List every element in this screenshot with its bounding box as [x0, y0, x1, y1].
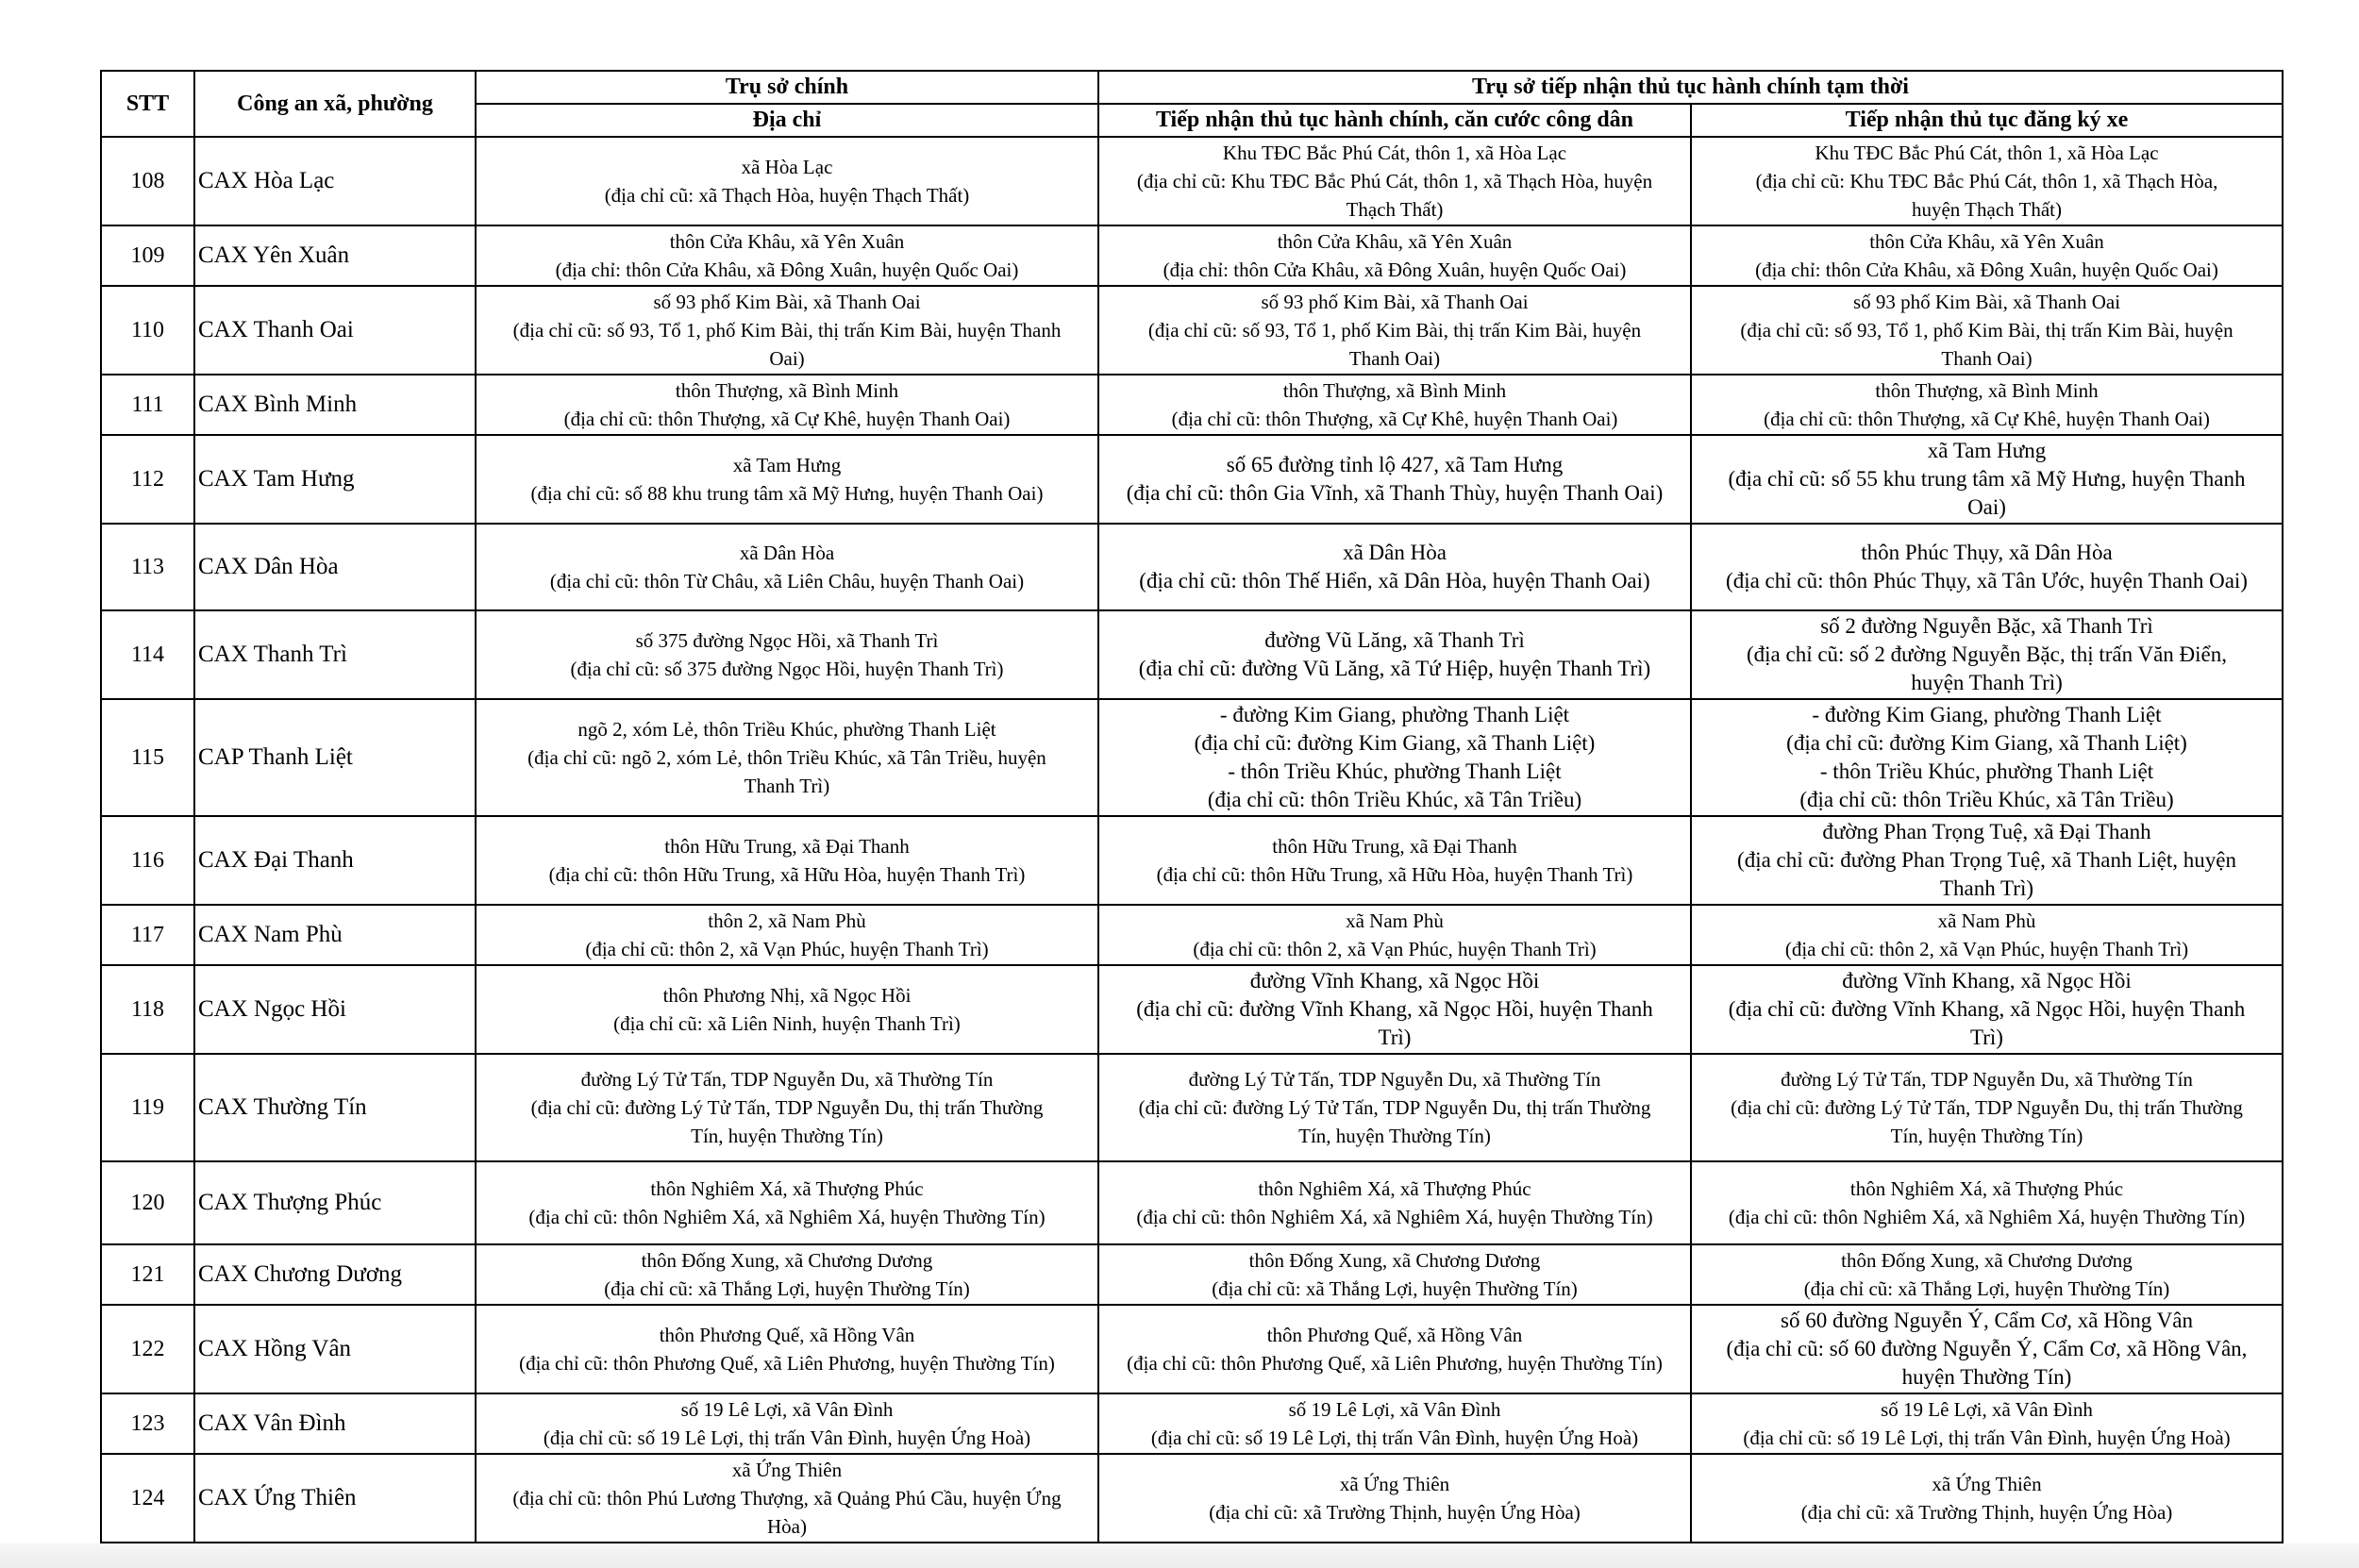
address-line: xã Hòa Lạc [741, 156, 833, 178]
table-body [101, 137, 2283, 1543]
row-unit-name: CAX Ứng Thiên [194, 1454, 476, 1543]
address-line: Tín, huyện Thường Tín) [1298, 1125, 1491, 1147]
address-line: số 375 đường Ngọc Hồi, xã Thanh Trì [635, 629, 939, 652]
police-office-address-table [100, 70, 2284, 1543]
row-unit-name: CAX Ngọc Hồi [194, 965, 476, 1054]
address-line: huyện Thạch Thất) [1911, 198, 2062, 221]
table-row [101, 286, 2283, 375]
row-stt: 118 [101, 965, 194, 1054]
cell-main-office-address [476, 1305, 1098, 1393]
row-unit-name: CAX Chương Dương [194, 1244, 476, 1305]
address-line: (địa chỉ cũ: thôn Triều Khúc, xã Tân Triều) [1207, 788, 1582, 811]
col-header-vehicle-registration: Tiếp nhận thủ tục đăng ký xe [1691, 104, 2283, 137]
table-row [101, 137, 2283, 225]
address-line: số 19 Lê Lợi, xã Vân Đình [1881, 1398, 2093, 1421]
address-line: Tín, huyện Thường Tín) [691, 1125, 883, 1147]
cell-admin-procedures-address [1098, 286, 1691, 375]
address-line: thôn Cửa Khâu, xã Yên Xuân [669, 230, 905, 253]
address-line: huyện Thường Tín) [1901, 1365, 2072, 1389]
address-line: đường Lý Tử Tấn, TDP Nguyễn Du, xã Thường Tín [1188, 1068, 1601, 1091]
cell-main-office-address [476, 375, 1098, 435]
cell-admin-procedures-address [1098, 1454, 1691, 1543]
table-row [101, 225, 2283, 286]
address-line: - đường Kim Giang, phường Thanh Liệt [1812, 703, 2162, 726]
address-line: thôn Phương Nhị, xã Ngọc Hồi [662, 984, 912, 1007]
address-line: - thôn Triều Khúc, phường Thanh Liệt [1819, 759, 2154, 783]
table-row [101, 965, 2283, 1054]
row-stt: 111 [101, 375, 194, 435]
address-line: (địa chỉ cũ: thôn Gia Vĩnh, xã Thanh Thùy, huyện Thanh Oai) [1126, 481, 1664, 505]
address-line: Khu TĐC Bắc Phú Cát, thôn 1, xã Hòa Lạc [1222, 142, 1567, 164]
address-line: xã Tam Hưng [732, 454, 842, 476]
cell-admin-procedures-address [1098, 1054, 1691, 1161]
address-line: (địa chỉ cũ: ngõ 2, xóm Lẻ, thôn Triều Khúc, xã Tân Triều, huyện [527, 746, 1046, 769]
address-line: Khu TĐC Bắc Phú Cát, thôn 1, xã Hòa Lạc [1815, 142, 2159, 164]
address-line: (địa chỉ cũ: số 93, Tổ 1, phố Kim Bài, thị trấn Kim Bài, huyện [1147, 319, 1642, 342]
cell-vehicle-registration-address [1691, 965, 2283, 1054]
address-line: đường Vĩnh Khang, xã Ngọc Hồi [1249, 969, 1540, 993]
cell-admin-procedures-address [1098, 524, 1691, 610]
address-line: - thôn Triều Khúc, phường Thanh Liệt [1228, 759, 1562, 783]
address-line: Tín, huyện Thường Tín) [1890, 1125, 2083, 1147]
cell-admin-procedures-address [1098, 816, 1691, 905]
address-line: (địa chỉ cũ: xã Thắng Lợi, huyện Thường Tín) [604, 1277, 970, 1300]
address-line: (địa chỉ cũ: đường Vĩnh Khang, xã Ngọc Hồi, huyện Thanh [1136, 997, 1653, 1021]
table-row [101, 1393, 2283, 1454]
address-line: (địa chỉ cũ: số 19 Lê Lợi, thị trấn Vân Đình, huyện Ứng Hoà) [1150, 1426, 1639, 1449]
address-line: (địa chỉ cũ: số 93, Tổ 1, phố Kim Bài, thị trấn Kim Bài, huyện Thanh [512, 319, 1062, 342]
address-line: thôn Cửa Khâu, xã Yên Xuân [1869, 230, 2104, 253]
address-line: thôn Nghiêm Xá, xã Thượng Phúc [650, 1177, 924, 1200]
row-unit-name: CAP Thanh Liệt [194, 699, 476, 816]
row-unit-name: CAX Hòa Lạc [194, 137, 476, 225]
address-line: số 2 đường Nguyễn Bặc, xã Thanh Trì [1820, 614, 2153, 638]
cell-vehicle-registration-address [1691, 1393, 2283, 1454]
row-unit-name: CAX Bình Minh [194, 375, 476, 435]
cell-admin-procedures-address [1098, 965, 1691, 1054]
table-row [101, 375, 2283, 435]
table-row [101, 699, 2283, 816]
col-header-stt: STT [101, 71, 194, 137]
row-unit-name: CAX Đại Thanh [194, 816, 476, 905]
address-line: (địa chỉ: thôn Cửa Khâu, xã Đông Xuân, huyện Quốc Oai) [1755, 259, 2218, 281]
cell-vehicle-registration-address [1691, 1454, 2283, 1543]
cell-main-office-address [476, 1244, 1098, 1305]
address-line: (địa chỉ cũ: thôn 2, xã Vạn Phúc, huyện Thanh Trì) [585, 938, 989, 960]
address-line: (địa chỉ cũ: đường Kim Giang, xã Thanh Liệt) [1194, 731, 1596, 755]
address-line: thôn Thượng, xã Bình Minh [1282, 379, 1507, 402]
row-stt: 117 [101, 905, 194, 965]
address-line: (địa chỉ cũ: xã Thắng Lợi, huyện Thường Tín) [1212, 1277, 1578, 1300]
col-header-main-office: Trụ sở chính [476, 71, 1098, 104]
cell-admin-procedures-address [1098, 1393, 1691, 1454]
row-stt: 120 [101, 1161, 194, 1244]
address-line: (địa chỉ cũ: đường Kim Giang, xã Thanh Liệt) [1786, 731, 2187, 755]
address-line: (địa chỉ cũ: số 93, Tổ 1, phố Kim Bài, thị trấn Kim Bài, huyện [1740, 319, 2234, 342]
address-line: (địa chỉ cũ: thôn Phúc Thụy, xã Tân Ước, huyện Thanh Oai) [1726, 569, 2248, 592]
address-line: Thanh Trì) [744, 775, 830, 797]
address-line: (địa chỉ cũ: thôn Từ Châu, xã Liên Châu, huyện Thanh Oai) [549, 570, 1025, 592]
address-line: xã Nam Phù [1346, 909, 1444, 932]
table-row [101, 1305, 2283, 1393]
address-line: (địa chỉ cũ: thôn Thượng, xã Cự Khê, huyện Thanh Oai) [1171, 408, 1618, 430]
row-unit-name: CAX Thanh Trì [194, 610, 476, 699]
address-line: số 19 Lê Lợi, xã Vân Đình [1288, 1398, 1501, 1421]
address-line: số 93 phố Kim Bài, xã Thanh Oai [1261, 291, 1529, 313]
cell-vehicle-registration-address [1691, 375, 2283, 435]
address-line: đường Lý Tử Tấn, TDP Nguyễn Du, xã Thường Tín [580, 1068, 994, 1091]
address-line: (địa chỉ cũ: xã Thắng Lợi, huyện Thường Tín) [1803, 1277, 2170, 1300]
cell-vehicle-registration-address [1691, 610, 2283, 699]
address-line: Thanh Oai) [1348, 347, 1441, 370]
address-line: số 65 đường tỉnh lộ 427, xã Tam Hưng [1226, 453, 1564, 476]
table-row [101, 1454, 2283, 1543]
cell-admin-procedures-address [1098, 699, 1691, 816]
cell-vehicle-registration-address [1691, 225, 2283, 286]
table-row [101, 435, 2283, 524]
cell-admin-procedures-address [1098, 905, 1691, 965]
address-line: (địa chỉ cũ: thôn Nghiêm Xá, xã Nghiêm Xá, huyện Thường Tín) [1136, 1206, 1653, 1228]
cell-vehicle-registration-address [1691, 1305, 2283, 1393]
table-row [101, 816, 2283, 905]
cell-main-office-address [476, 965, 1098, 1054]
cell-main-office-address [476, 1393, 1098, 1454]
cell-admin-procedures-address [1098, 225, 1691, 286]
address-line: (địa chỉ cũ: thôn 2, xã Vạn Phúc, huyện Thanh Trì) [1784, 938, 2189, 960]
address-line: (địa chỉ cũ: đường Lý Tử Tấn, TDP Nguyễn Du, thị trấn Thường [530, 1096, 1044, 1119]
address-line: (địa chỉ cũ: thôn Phương Quế, xã Liên Phương, huyện Thường Tín) [519, 1352, 1055, 1375]
row-stt: 122 [101, 1305, 194, 1393]
address-line: thôn 2, xã Nam Phù [708, 909, 866, 932]
row-stt: 115 [101, 699, 194, 816]
cell-admin-procedures-address [1098, 1244, 1691, 1305]
cell-vehicle-registration-address [1691, 816, 2283, 905]
col-header-unit: Công an xã, phường [194, 71, 476, 137]
row-unit-name: CAX Thường Tín [194, 1054, 476, 1161]
row-unit-name: CAX Thượng Phúc [194, 1161, 476, 1244]
address-line: xã Nam Phù [1937, 909, 2036, 932]
address-line: (địa chỉ cũ: thôn Thế Hiển, xã Dân Hòa, huyện Thanh Oai) [1139, 569, 1650, 592]
address-line: Thạch Thất) [1346, 198, 1444, 221]
table-row [101, 1054, 2283, 1161]
row-unit-name: CAX Dân Hòa [194, 524, 476, 610]
address-line: (địa chỉ cũ: xã Trường Thịnh, huyện Ứng Hòa) [1209, 1501, 1581, 1524]
address-line: (địa chỉ: thôn Cửa Khâu, xã Đông Xuân, huyện Quốc Oai) [555, 259, 1019, 281]
cell-vehicle-registration-address [1691, 905, 2283, 965]
address-line: (địa chỉ cũ: đường Vũ Lăng, xã Tứ Hiệp, huyện Thanh Trì) [1138, 657, 1651, 680]
address-line: số 93 phố Kim Bài, xã Thanh Oai [1852, 291, 2121, 313]
cell-main-office-address [476, 225, 1098, 286]
address-line: Thanh Oai) [1941, 347, 2033, 370]
cell-main-office-address [476, 286, 1098, 375]
cell-admin-procedures-address [1098, 1161, 1691, 1244]
row-unit-name: CAX Vân Đình [194, 1393, 476, 1454]
table-row [101, 524, 2283, 610]
address-line: Trì) [1970, 1026, 2003, 1049]
row-stt: 114 [101, 610, 194, 699]
cell-vehicle-registration-address [1691, 524, 2283, 610]
table-row [101, 610, 2283, 699]
address-line: huyện Thanh Trì) [1911, 671, 2063, 694]
address-line: thôn Nghiêm Xá, xã Thượng Phúc [1849, 1177, 2124, 1200]
col-header-address: Địa chỉ [476, 104, 1098, 137]
address-line: (địa chỉ cũ: số 55 khu trung tâm xã Mỹ Hưng, huyện Thanh [1728, 467, 2246, 491]
table-row [101, 1161, 2283, 1244]
address-line: thôn Đống Xung, xã Chương Dương [1841, 1249, 2133, 1272]
address-line: Thanh Trì) [1939, 876, 2034, 900]
address-line: (địa chỉ cũ: số 2 đường Nguyễn Bặc, thị trấn Văn Điển, [1746, 642, 2227, 666]
cell-main-office-address [476, 1161, 1098, 1244]
row-unit-name: CAX Tam Hưng [194, 435, 476, 524]
address-line: xã Dân Hòa [739, 542, 835, 564]
address-line: (địa chỉ cũ: đường Vĩnh Khang, xã Ngọc Hồi, huyện Thanh [1728, 997, 2246, 1021]
row-stt: 113 [101, 524, 194, 610]
cell-main-office-address [476, 905, 1098, 965]
address-line: (địa chỉ cũ: xã Thạch Hòa, huyện Thạch Thất) [604, 184, 970, 207]
row-stt: 112 [101, 435, 194, 524]
address-line: (địa chỉ cũ: số 375 đường Ngọc Hồi, huyện Thanh Trì) [570, 658, 1004, 680]
address-line: số 60 đường Nguyễn Ý, Cẩm Cơ, xã Hồng Vân [1781, 1309, 2193, 1332]
address-line: Trì) [1378, 1026, 1412, 1049]
address-line: thôn Thượng, xã Bình Minh [1875, 379, 2099, 402]
cell-main-office-address [476, 610, 1098, 699]
cell-main-office-address [476, 699, 1098, 816]
address-line: thôn Đống Xung, xã Chương Dương [1248, 1249, 1541, 1272]
address-line: ngõ 2, xóm Lẻ, thôn Triều Khúc, phường Thanh Liệt [577, 718, 996, 741]
row-unit-name: CAX Yên Xuân [194, 225, 476, 286]
address-line: thôn Cửa Khâu, xã Yên Xuân [1277, 230, 1513, 253]
row-unit-name: CAX Thanh Oai [194, 286, 476, 375]
address-line: (địa chỉ cũ: Khu TĐC Bắc Phú Cát, thôn 1, xã Thạch Hòa, huyện [1136, 170, 1653, 192]
address-line: (địa chỉ cũ: thôn Thượng, xã Cự Khê, huyện Thanh Oai) [1764, 408, 2210, 430]
address-line: (địa chỉ cũ: thôn Nghiêm Xá, xã Nghiêm Xá, huyện Thường Tín) [528, 1206, 1046, 1228]
cell-admin-procedures-address [1098, 375, 1691, 435]
address-line: thôn Đống Xung, xã Chương Dương [641, 1249, 933, 1272]
cell-main-office-address [476, 524, 1098, 610]
row-stt: 124 [101, 1454, 194, 1543]
address-line: Oai) [769, 347, 805, 370]
address-line: (địa chỉ cũ: thôn Hữu Trung, xã Hữu Hòa, huyện Thanh Trì) [1156, 863, 1633, 886]
cell-main-office-address [476, 435, 1098, 524]
address-line: (địa chỉ cũ: số 19 Lê Lợi, thị trấn Vân Đình, huyện Ứng Hoà) [543, 1426, 1031, 1449]
address-line: xã Tam Hưng [1927, 439, 2047, 462]
page-bottom-edge [0, 1543, 2359, 1568]
table-row [101, 1244, 2283, 1305]
row-stt: 116 [101, 816, 194, 905]
address-line: đường Lý Tử Tấn, TDP Nguyễn Du, xã Thường Tín [1781, 1068, 2193, 1091]
address-line: thôn Hữu Trung, xã Đại Thanh [1272, 835, 1517, 858]
address-line: (địa chỉ cũ: thôn Phú Lương Thượng, xã Quảng Phú Cầu, huyện Ứng [512, 1487, 1062, 1510]
cell-main-office-address [476, 137, 1098, 225]
address-line: (địa chỉ cũ: số 88 khu trung tâm xã Mỹ Hưng, huyện Thanh Oai) [530, 482, 1044, 505]
address-line: đường Phan Trọng Tuệ, xã Đại Thanh [1822, 820, 2151, 843]
row-stt: 121 [101, 1244, 194, 1305]
cell-vehicle-registration-address [1691, 1161, 2283, 1244]
row-stt: 123 [101, 1393, 194, 1454]
address-line: Oai) [1967, 495, 2006, 519]
address-line: xã Dân Hòa [1343, 541, 1447, 564]
address-line: thôn Phương Quế, xã Hồng Vân [659, 1324, 915, 1346]
address-line: đường Vũ Lăng, xã Thanh Trì [1264, 628, 1525, 652]
table-row [101, 905, 2283, 965]
address-line: (địa chỉ cũ: đường Phan Trọng Tuệ, xã Thanh Liệt, huyện [1737, 848, 2236, 872]
address-line: xã Ứng Thiên [731, 1459, 843, 1481]
col-header-admin-procedures: Tiếp nhận thủ tục hành chính, căn cước công dân [1098, 104, 1691, 137]
address-line: (địa chỉ cũ: đường Lý Tử Tấn, TDP Nguyễn Du, thị trấn Thường [1731, 1096, 2243, 1119]
address-line: (địa chỉ cũ: thôn Phương Quế, xã Liên Phương, huyện Thường Tín) [1127, 1352, 1663, 1375]
cell-main-office-address [476, 816, 1098, 905]
address-line: Hòa) [767, 1515, 807, 1538]
address-line: xã Ứng Thiên [1932, 1473, 2042, 1495]
cell-admin-procedures-address [1098, 137, 1691, 225]
cell-vehicle-registration-address [1691, 435, 2283, 524]
address-line: số 19 Lê Lợi, xã Vân Đình [680, 1398, 894, 1421]
address-line: (địa chỉ cũ: số 19 Lê Lợi, thị trấn Vân Đình, huyện Ứng Hoà) [1743, 1426, 2231, 1449]
cell-admin-procedures-address [1098, 1305, 1691, 1393]
row-stt: 110 [101, 286, 194, 375]
col-header-temp-office: Trụ sở tiếp nhận thủ tục hành chính tạm thời [1098, 71, 2283, 104]
address-line: (địa chỉ: thôn Cửa Khâu, xã Đông Xuân, huyện Quốc Oai) [1163, 259, 1627, 281]
address-line: thôn Phương Quế, xã Hồng Vân [1266, 1324, 1523, 1346]
cell-main-office-address [476, 1054, 1098, 1161]
address-line: xã Ứng Thiên [1339, 1473, 1450, 1495]
cell-vehicle-registration-address [1691, 1244, 2283, 1305]
row-stt: 108 [101, 137, 194, 225]
row-unit-name: CAX Nam Phù [194, 905, 476, 965]
address-line: (địa chỉ cũ: thôn 2, xã Vạn Phúc, huyện Thanh Trì) [1193, 938, 1597, 960]
header-row-1 [101, 71, 2283, 104]
row-stt: 109 [101, 225, 194, 286]
address-line: số 93 phố Kim Bài, xã Thanh Oai [653, 291, 921, 313]
cell-vehicle-registration-address [1691, 1054, 2283, 1161]
address-line: - đường Kim Giang, phường Thanh Liệt [1219, 703, 1570, 726]
address-line: đường Vĩnh Khang, xã Ngọc Hồi [1842, 969, 2132, 993]
address-line: (địa chỉ cũ: xã Liên Ninh, huyện Thanh Trì) [613, 1012, 961, 1035]
row-unit-name: CAX Hồng Vân [194, 1305, 476, 1393]
address-line: (địa chỉ cũ: thôn Triều Khúc, xã Tân Triều) [1799, 788, 2174, 811]
address-line: thôn Hữu Trung, xã Đại Thanh [664, 835, 910, 858]
cell-vehicle-registration-address [1691, 699, 2283, 816]
row-stt: 119 [101, 1054, 194, 1161]
cell-vehicle-registration-address [1691, 286, 2283, 375]
address-line: (địa chỉ cũ: đường Lý Tử Tấn, TDP Nguyễn Du, thị trấn Thường [1138, 1096, 1651, 1119]
address-line: (địa chỉ cũ: số 60 đường Nguyễn Ý, Cẩm Cơ, xã Hồng Vân, [1726, 1337, 2248, 1360]
address-line: thôn Thượng, xã Bình Minh [675, 379, 899, 402]
address-line: thôn Phúc Thụy, xã Dân Hòa [1861, 541, 2113, 564]
cell-main-office-address [476, 1454, 1098, 1543]
cell-admin-procedures-address [1098, 610, 1691, 699]
address-line: (địa chỉ cũ: Khu TĐC Bắc Phú Cát, thôn 1, xã Thạch Hòa, [1755, 170, 2218, 192]
address-line: (địa chỉ cũ: xã Trường Thịnh, huyện Ứng Hòa) [1800, 1501, 2173, 1524]
address-line: (địa chỉ cũ: thôn Nghiêm Xá, xã Nghiêm Xá, huyện Thường Tín) [1728, 1206, 2246, 1228]
address-line: thôn Nghiêm Xá, xã Thượng Phúc [1258, 1177, 1531, 1200]
cell-vehicle-registration-address [1691, 137, 2283, 225]
address-line: (địa chỉ cũ: thôn Thượng, xã Cự Khê, huyện Thanh Oai) [563, 408, 1011, 430]
cell-admin-procedures-address [1098, 435, 1691, 524]
address-line: (địa chỉ cũ: thôn Hữu Trung, xã Hữu Hòa, huyện Thanh Trì) [548, 863, 1026, 886]
